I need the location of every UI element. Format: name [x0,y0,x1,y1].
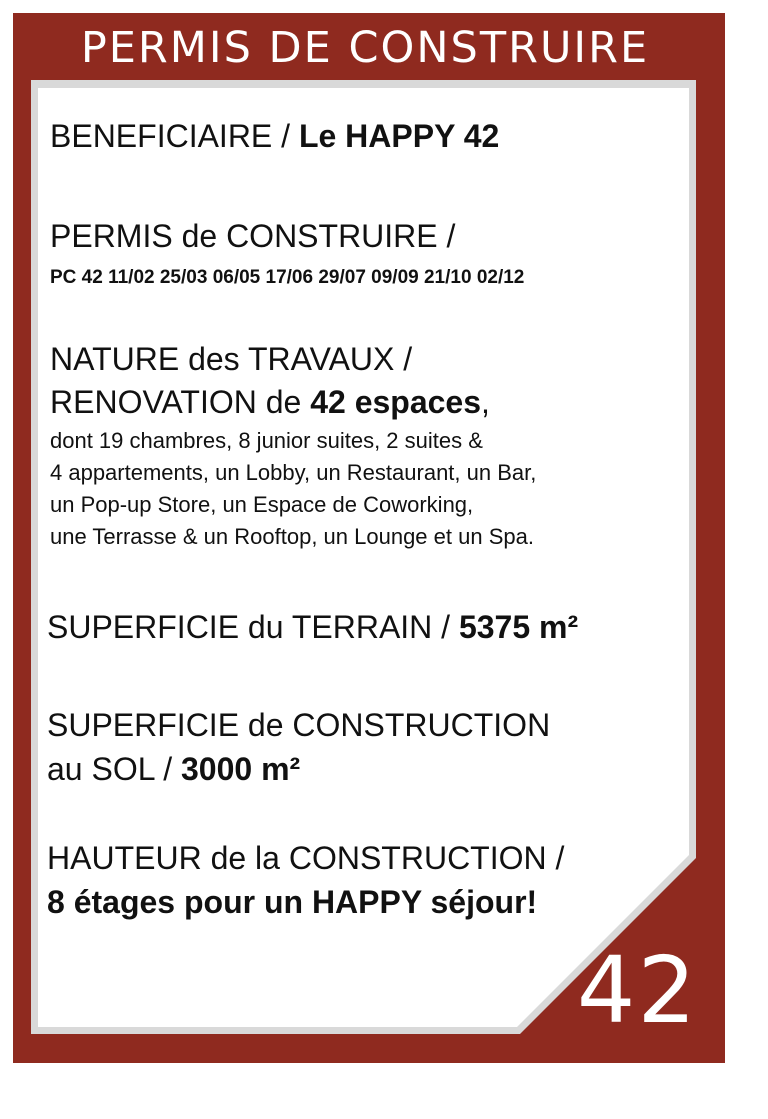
nature-label: NATURE des TRAVAUX / [50,341,413,377]
construction-value: 3000 m² [181,751,301,787]
beneficiaire-line [50,120,499,152]
permis-label: PERMIS de CONSTRUIRE / [50,218,456,254]
nature-summary-count: 42 espaces [310,384,482,420]
permis-reference: PC 42 11/02 25/03 06/05 17/06 29/07 09/09 21/10 02/12 [50,267,525,288]
beneficiaire-label: BENEFICIAIRE / [50,118,299,154]
nature-summary-prefix: RENOVATION de [50,384,311,420]
nature-detail-line: une Terrasse & un Rooftop, un Lounge et un Spa. [50,524,534,549]
terrain-line [47,611,578,643]
terrain-value: 5375 m² [458,609,579,645]
nature-detail-line: 4 appartements, un Lobby, un Restaurant, un Bar, [50,460,537,485]
beneficiaire-value: Le HAPPY 42 [298,118,500,154]
construction-label: SUPERFICIE de CONSTRUCTION [47,707,551,743]
hauteur-value [47,886,537,918]
terrain-label: SUPERFICIE du TERRAIN / [47,609,459,645]
hauteur-label: HAUTEUR de la CONSTRUCTION / [47,840,565,876]
hauteur-value-text: 8 étages pour un HAPPY séjour! [47,884,538,920]
nature-summary-suffix: , [481,384,490,420]
sign-title: PERMIS DE CONSTRUIRE [80,23,650,73]
construction-prefix: au SOL / [47,751,181,787]
nature-detail-line: dont 19 chambres, 8 junior suites, 2 suites & [50,428,483,453]
nature-detail-line: un Pop-up Store, un Espace de Coworking, [50,492,474,517]
construction-line [47,753,300,785]
nature-summary [50,386,490,418]
badge-number: 42 [576,937,698,1044]
